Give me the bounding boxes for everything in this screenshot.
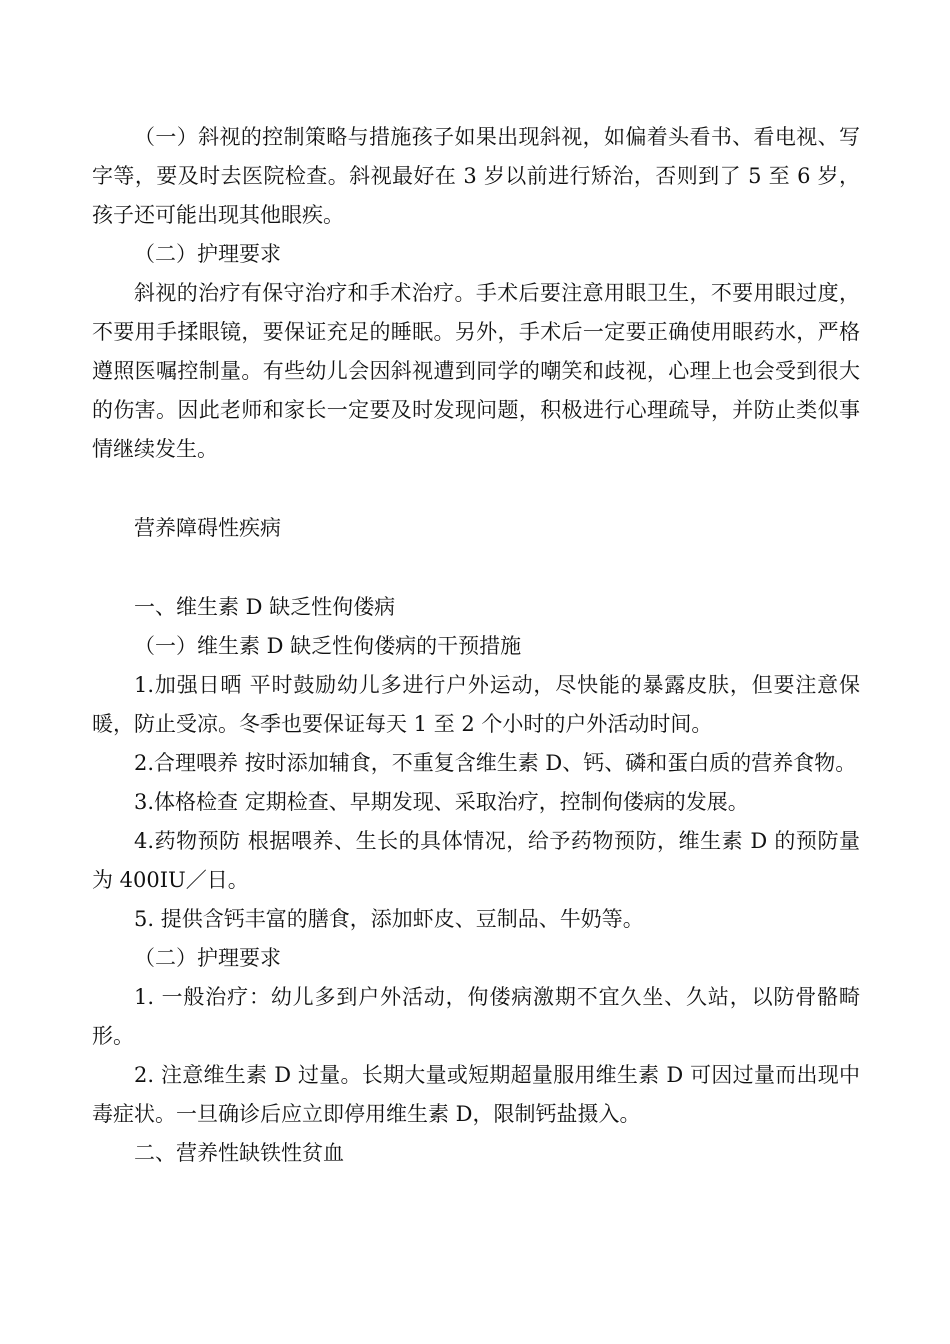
heading-nursing-requirements-2: （二）护理要求 xyxy=(134,946,281,970)
item-drug-prevention: 4.药物预防 根据喂养、生长的具体情况，给予药物预防，维生素 D 的预防量为 400IU／日。 xyxy=(92,829,860,892)
item-physical-exam: 3.体格检查 定期检查、早期发现、采取治疗，控制佝偻病的发展。 xyxy=(134,790,749,814)
paragraph-strabismus-treatment: 斜视的治疗有保守治疗和手术治疗。手术后要注意用眼卫生，不要用眼过度，不要用手揉眼镜，要保证充足的睡眠。另外，手术后一定要正确使用眼药水，严格遵照医嘱控制量。有些幼儿会因斜视遭到同学的嘲笑和歧视，心理上也会受到很大的伤害。因此老师和家长一定要及时发现问题，积极进行心理疏导，并防止类似事情继续发生。 xyxy=(92,281,860,461)
heading-vitamin-d-rickets: 一、维生素 D 缺乏性佝偻病 xyxy=(134,595,396,619)
document-page xyxy=(92,118,860,1173)
section-title-nutrition-disorders: 营养障碍性疾病 xyxy=(134,516,281,540)
item-vitamin-d-overdose: 2. 注意维生素 D 过量。长期大量或短期超量服用维生素 D 可因过量而出现中毒症状。一旦确诊后应立即停用维生素 D，限制钙盐摄入。 xyxy=(92,1063,860,1126)
item-general-treatment: 1. 一般治疗：幼儿多到户外活动，佝偻病激期不宜久坐、久站，以防骨骼畸形。 xyxy=(92,985,860,1048)
item-feeding: 2.合理喂养 按时添加辅食，不重复含维生素 D、钙、磷和蛋白质的营养食物。 xyxy=(134,751,857,775)
item-calcium-diet: 5. 提供含钙丰富的膳食，添加虾皮、豆制品、牛奶等。 xyxy=(134,907,644,931)
heading-iron-deficiency-anemia: 二、营养性缺铁性贫血 xyxy=(134,1141,344,1165)
item-sun-exposure: 1.加强日晒 平时鼓励幼儿多进行户外运动，尽快能的暴露皮肤，但要注意保暖，防止受凉。冬季也要保证每天 1 至 2 个小时的户外活动时间。 xyxy=(92,673,860,736)
paragraph-strabismus-control: （一）斜视的控制策略与措施孩子如果出现斜视，如偏着头看书、看电视、写字等，要及时去医院检查。斜视最好在 3 岁以前进行矫治，否则到了 5 至 6 岁，孩子还可能出现其他眼疾。 xyxy=(92,125,860,227)
heading-rickets-interventions: （一）维生素 D 缺乏性佝偻病的干预措施 xyxy=(134,634,522,658)
heading-nursing-requirements-1: （二）护理要求 xyxy=(134,242,281,266)
